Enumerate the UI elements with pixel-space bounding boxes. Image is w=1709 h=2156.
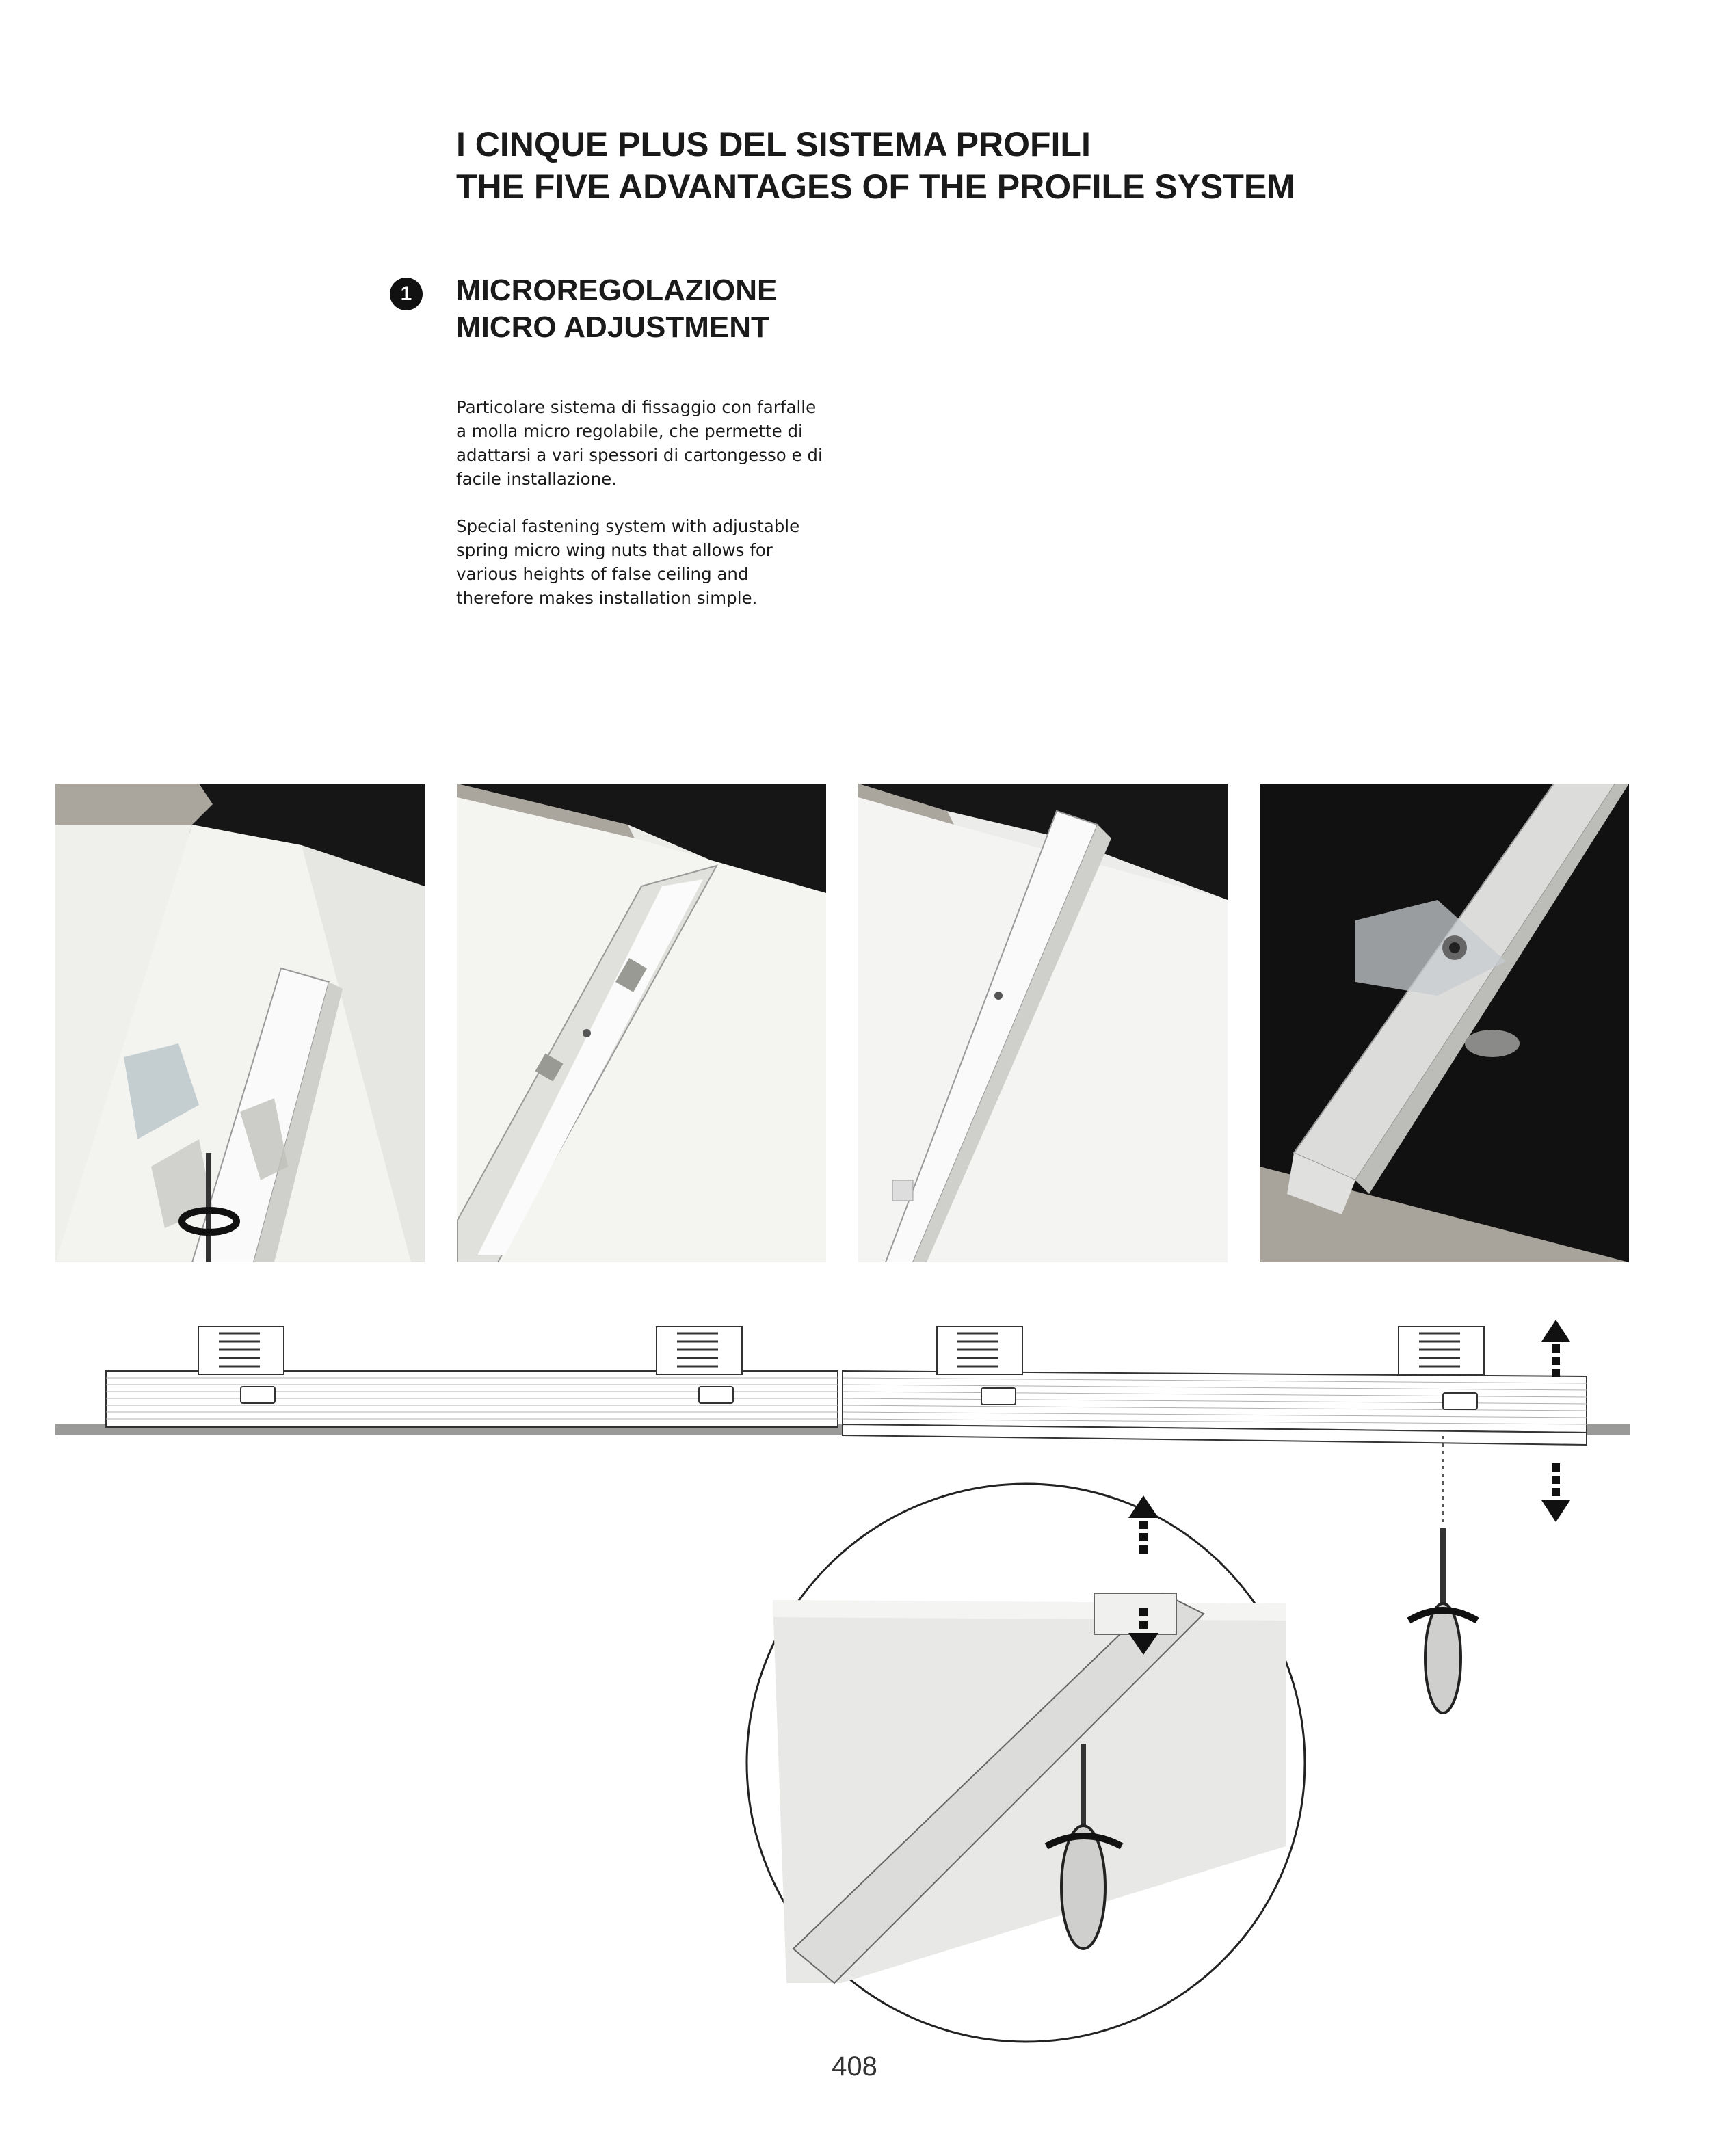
photo-step-2-profile-clip (457, 784, 826, 1262)
section-title-en: MICRO ADJUSTMENT (456, 310, 769, 344)
body-text-english: Special fastening system with adjustable spring micro wing nuts that allows for various heights of false ceiling and therefore makes installation simple. (456, 516, 800, 608)
micro-adjustment-diagram (0, 1299, 1709, 2051)
screwdriver-icon (1409, 1528, 1477, 1713)
photo-step-4-wing-nut-top-view (1260, 784, 1629, 1262)
photo-step-1-wing-nut-screwdriver (55, 784, 425, 1262)
section-title (456, 272, 777, 346)
page-title-en: THE FIVE ADVANTAGES OF THE PROFILE SYSTEM (456, 168, 1295, 206)
section-title-it: MICROREGOLAZIONE (456, 274, 778, 307)
body-text-italian: Particolare sistema di fissaggio con farfalle a molla micro regolabile, che permette di adattarsi a vari spessori di cartongesso e di facile installazione. (456, 397, 823, 489)
page-number: 408 (832, 2051, 877, 2081)
photo-step-3-profile-installed (858, 784, 1228, 1262)
page-title (456, 123, 1295, 208)
section-number-badge: 1 (390, 278, 423, 310)
detail-zoom-circle (747, 1484, 1305, 2042)
page-title-it: I CINQUE PLUS DEL SISTEMA PROFILI (456, 125, 1091, 163)
